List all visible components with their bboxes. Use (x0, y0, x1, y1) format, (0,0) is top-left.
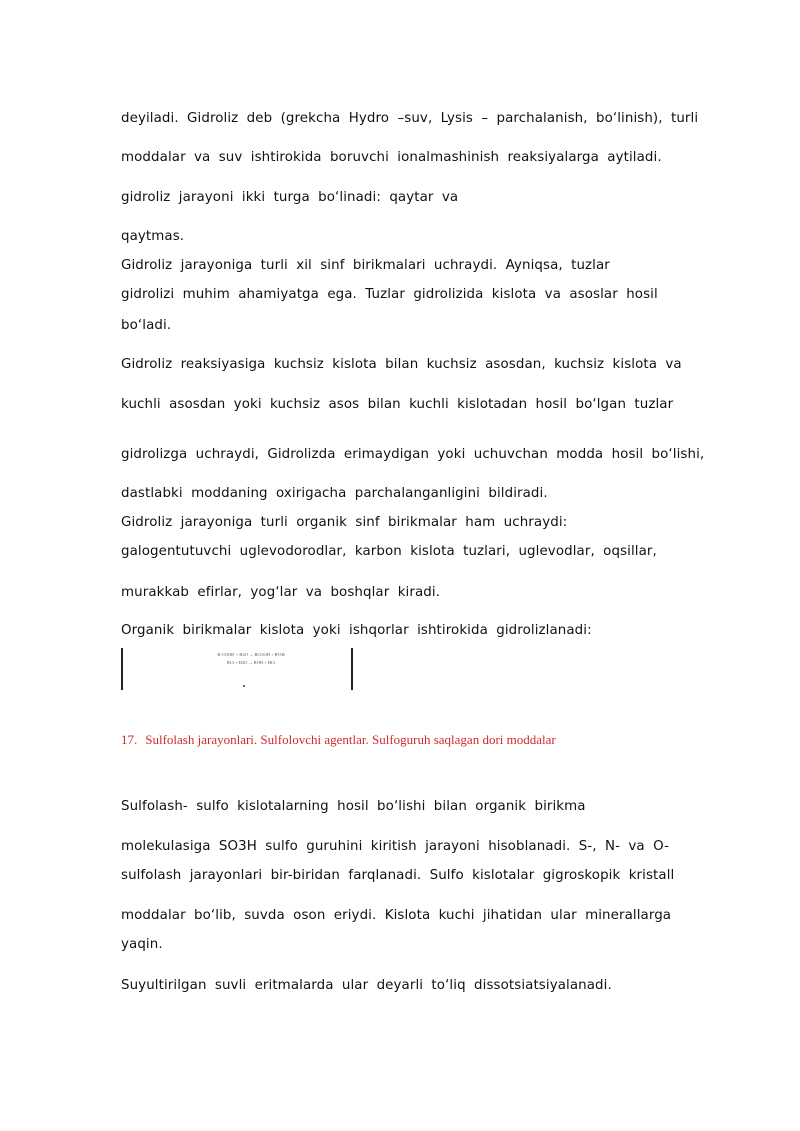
section-line: Sulfolash- sulfo kislotalarning hosil bo‘lishi bilan organik birikma (121, 799, 586, 814)
paragraph-line: Gidroliz jarayoniga turli organik sinf birikmalar ham uchraydi: (121, 515, 568, 530)
paragraph-line: galogentutuvchi uglevodorodlar, karbon kislota tuzlari, uglevodlar, oqsillar, (121, 544, 657, 559)
paragraph-line: murakkab efirlar, yog‘lar va boshqlar kiradi. (121, 585, 441, 600)
paragraph-line: qaytmas. (121, 229, 185, 244)
section-line: molekulasiga SO3H sulfo guruhini kiritish jarayoni hisoblanadi. S-, N- va O- (121, 839, 670, 854)
section-line: Suyultirilgan suvli eritmalarda ular deyarli to‘liq dissotsiatsiyalanadi. (121, 978, 612, 993)
paragraph-line: kuchli asosdan yoki kuchsiz asos bilan kuchli kislotadan hosil bo‘lgan tuzlar (121, 397, 674, 412)
figure-formula-line: RCl + H2O → ROH + HCl (226, 660, 276, 665)
paragraph-line: Gidroliz jarayoniga turli xil sinf birikmalari uchraydi. Ayniqsa, tuzlar (121, 258, 610, 273)
figure-left-border (121, 648, 123, 690)
paragraph-line: gidroliz jarayoni ikki turga bo‘linadi: qaytar va (121, 190, 459, 205)
paragraph-line: deyiladi. Gidroliz deb (grekcha Hydro –suv, Lysis – parchalanish, bo‘linish), turli (121, 111, 699, 126)
paragraph-line: bo‘ladi. (121, 318, 172, 333)
paragraph-line: Organik birikmalar kislota yoki ishqorlar ishtirokida gidrolizlanadi: (121, 623, 592, 638)
reaction-figure (121, 648, 353, 690)
section-line: yaqin. (121, 937, 163, 952)
figure-right-border (351, 648, 353, 690)
paragraph-line: gidrolizi muhim ahamiyatga ega. Tuzlar gidrolizida kislota va asoslar hosil (121, 287, 658, 302)
figure-formula-line: R-COOR' + H2O → RCOOH + R'OH (217, 652, 285, 657)
section-title: Sulfolash jarayonlari. Sulfolovchi agentlar. Sulfoguruh saqlagan dori moddalar (145, 732, 556, 747)
section-heading (121, 732, 556, 748)
paragraph-line: dastlabki moddaning oxirigacha parchalanganligini bildiradi. (121, 486, 548, 501)
section-line: moddalar bo‘lib, suvda oson eriydi. Kislota kuchi jihatidan ular minerallarga (121, 908, 672, 923)
paragraph-line: Gidroliz reaksiyasiga kuchsiz kislota bilan kuchsiz asosdan, kuchsiz kislota va (121, 357, 682, 372)
paragraph-line: moddalar va suv ishtirokida boruvchi ionalmashinish reaksiyalarga aytiladi. (121, 150, 662, 165)
section-line: sulfolash jarayonlari bir-biridan farqlanadi. Sulfo kislotalar gigroskopik kristall (121, 868, 675, 883)
figure-dot (243, 685, 245, 687)
paragraph-line: gidrolizga uchraydi, Gidrolizda erimaydigan yoki uchuvchan modda hosil bo‘lishi, (121, 447, 705, 462)
section-number: 17. (121, 732, 138, 747)
